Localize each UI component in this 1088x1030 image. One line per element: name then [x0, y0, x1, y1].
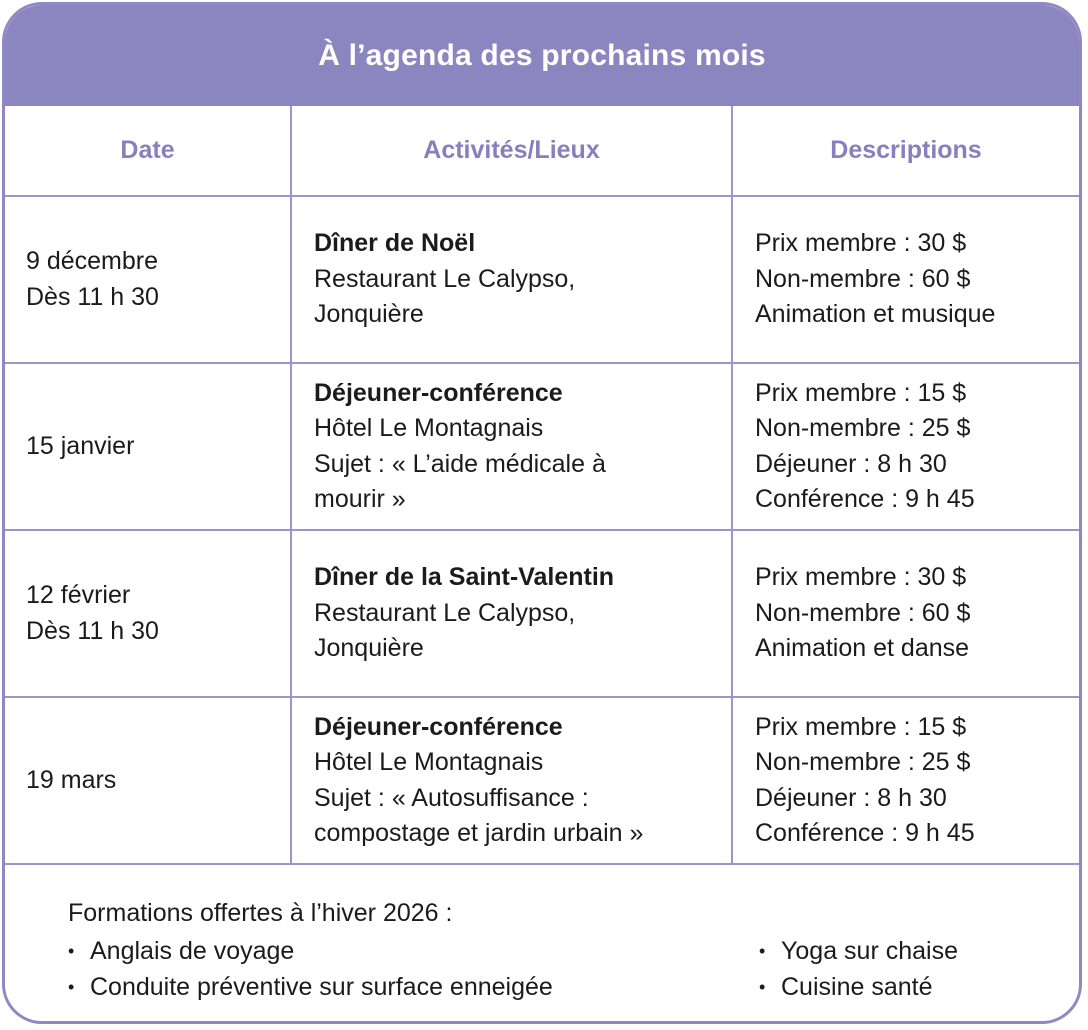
- date-line: 9 décembre: [26, 247, 159, 275]
- activity-line: Restaurant Le Calypso,: [314, 598, 576, 627]
- date-line: 15 janvier: [26, 431, 135, 460]
- activity-line: Jonquière: [314, 300, 424, 329]
- training-list-left: [68, 934, 553, 1005]
- activity-line: Sujet : « L’aide médicale à: [314, 449, 606, 478]
- training-footer: [5, 864, 1079, 1021]
- date-line: Dès 11 h 30: [26, 616, 159, 645]
- column-header-descriptions: Descriptions: [732, 106, 1079, 196]
- activity-line: Jonquière: [314, 634, 424, 663]
- table-row: [5, 697, 1079, 864]
- description-line: Prix membre : 30 $: [755, 563, 967, 592]
- activity-line: Hôtel Le Montagnais: [314, 748, 544, 776]
- training-item: Conduite préventive sur surface enneigée: [90, 972, 553, 1001]
- table-row: [5, 363, 1079, 530]
- description-line: Déjeuner : 8 h 30: [755, 449, 947, 478]
- activity-title: Dîner de la Saint-Valentin: [314, 563, 615, 592]
- date-cell: [5, 196, 291, 363]
- activity-line: Restaurant Le Calypso,: [314, 264, 576, 293]
- training-heading: Formations offertes à l’hiver 2026 :: [68, 899, 453, 927]
- page-title: À l’agenda des prochains mois: [318, 38, 766, 72]
- description-cell: [732, 697, 1079, 864]
- activity-cell: [291, 363, 732, 530]
- list-item: [68, 970, 553, 1006]
- description-line: Animation et danse: [755, 634, 970, 663]
- training-item: Cuisine santé: [781, 972, 933, 1001]
- description-cell: [732, 363, 1079, 530]
- activity-line: Hôtel Le Montagnais: [314, 414, 544, 442]
- list-item: [68, 934, 553, 970]
- table-header-row: [5, 106, 1079, 196]
- description-line: Non-membre : 60 $: [755, 264, 971, 293]
- description-line: Prix membre : 30 $: [755, 229, 967, 258]
- description-line: Animation et musique: [755, 300, 996, 329]
- description-line: Non-membre : 25 $: [755, 414, 971, 442]
- activity-cell: [291, 697, 732, 864]
- date-line: Dès 11 h 30: [26, 282, 159, 311]
- bullet-icon: •: [68, 976, 75, 997]
- agenda-card: [2, 2, 1082, 1024]
- title-banner: [5, 5, 1079, 106]
- activity-title: Déjeuner-conférence: [314, 712, 563, 741]
- activity-line: Sujet : « Autosuffisance :: [314, 783, 589, 812]
- agenda-table: [5, 106, 1079, 865]
- bullet-icon: •: [759, 976, 766, 997]
- description-cell: [732, 530, 1079, 697]
- date-cell: [5, 697, 291, 864]
- training-item: Yoga sur chaise: [781, 937, 958, 965]
- description-line: Prix membre : 15 $: [755, 378, 967, 407]
- activity-title: Déjeuner-conférence: [314, 378, 563, 407]
- description-line: Non-membre : 25 $: [755, 748, 971, 776]
- date-cell: [5, 363, 291, 530]
- table-row: [5, 530, 1079, 697]
- column-header-activities: Activités/Lieux: [291, 106, 732, 196]
- bullet-icon: •: [68, 941, 75, 961]
- table-row: [5, 196, 1079, 363]
- training-item: Anglais de voyage: [90, 937, 295, 965]
- activity-cell: [291, 530, 732, 697]
- bullet-icon: •: [759, 941, 766, 961]
- date-line: 12 février: [26, 581, 131, 609]
- activity-title: Dîner de Noël: [314, 229, 476, 258]
- column-header-date: Date: [5, 106, 291, 196]
- list-item: [759, 970, 958, 1006]
- date-line: 19 mars: [26, 765, 117, 794]
- description-line: Conférence : 9 h 45: [755, 485, 975, 513]
- activity-line: compostage et jardin urbain »: [314, 819, 644, 847]
- training-list-right: [759, 934, 958, 1005]
- description-line: Non-membre : 60 $: [755, 598, 971, 627]
- activity-line: mourir »: [314, 485, 406, 513]
- description-line: Conférence : 9 h 45: [755, 819, 975, 847]
- description-line: Prix membre : 15 $: [755, 712, 967, 741]
- activity-cell: [291, 196, 732, 363]
- list-item: [759, 934, 958, 970]
- description-line: Déjeuner : 8 h 30: [755, 783, 947, 812]
- date-cell: [5, 530, 291, 697]
- description-cell: [732, 196, 1079, 363]
